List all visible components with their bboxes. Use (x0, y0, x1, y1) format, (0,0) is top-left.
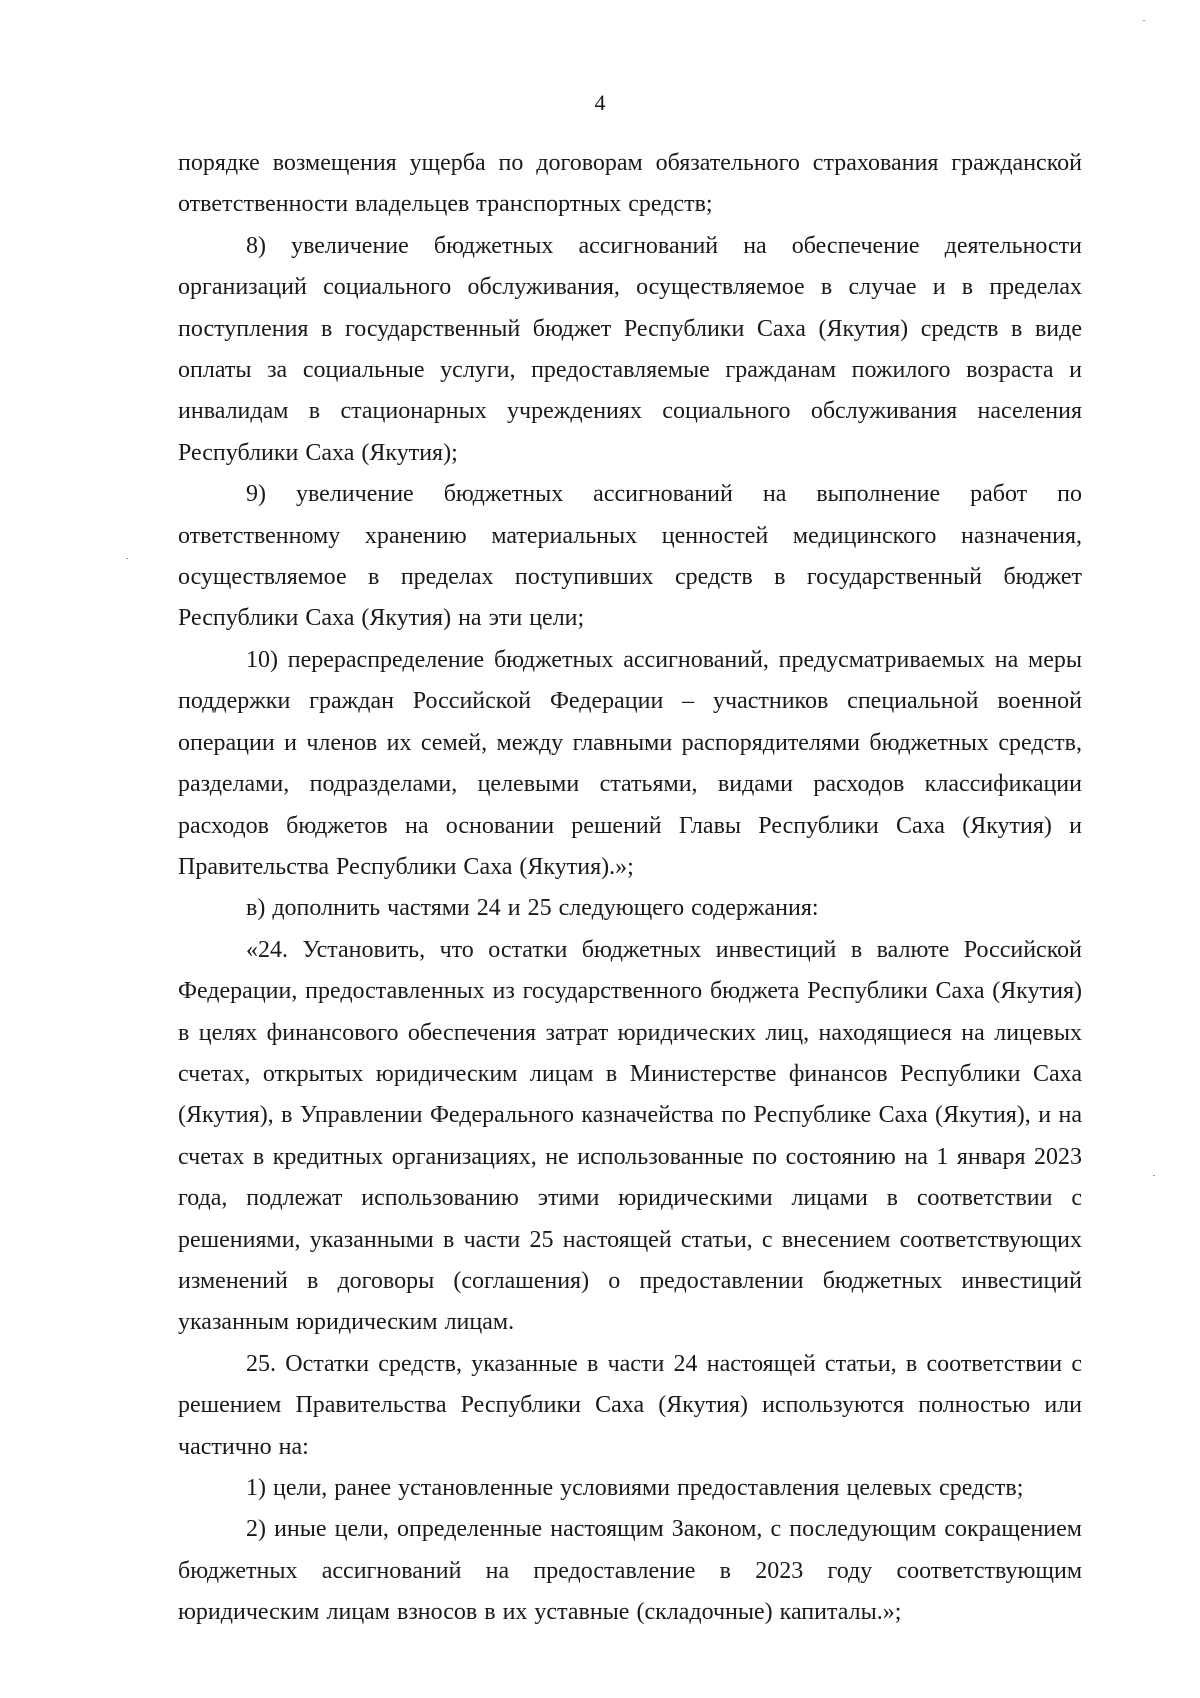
paragraph-part-25-item-1: 1) цели, ранее установленные условиями предоставления целевых средств; (246, 1475, 1024, 1501)
paragraph-part-24: «24. Установить, что остатки бюджетных инвестиций в валюте Российской Федерации, предоставленных из государственного бюджета Республики Саха (Якутия) в целях финансового обеспечения затрат юридических лиц, находящиеся на лицевых счетах, открытых юридическим лицам в Министерстве финансов Республики Саха (Якутия), в Управлении Федерального казначейства по Республике Саха (Якутия), и на счетах в кредитных организациях, не использованные по состоянию на 1 января 2023 года, подлежат использованию этими юридическими лицами в соответствии с решениями, указанными в части 25 настоящей статьи, с внесением соответствующих изменений в договоры (соглашения) о предоставлении бюджетных инвестиций указанным юридическим лицам. (178, 936, 1082, 1336)
scan-speck (126, 558, 128, 559)
paragraph-part-25-item-2: 2) иные цели, определенные настоящим Законом, с последующим сокращением бюджетных ассигнований на предоставление в 2023 году соответствующим юридическим лицам взносов в их уставные (складочные) капиталы.»; (178, 1516, 1082, 1626)
paragraph-item-9: 9) увеличение бюджетных ассигнований на выполнение работ по ответственному хранению материальных ценностей медицинского назначения, осуществляемое в пределах поступивших средств в государственный бюджет Республики Саха (Якутия) на эти цели; (178, 481, 1082, 632)
scan-speck (1153, 1175, 1155, 1176)
paragraph-part-25: 25. Остатки средств, указанные в части 24 настоящей статьи, в соответствии с решением Правительства Республики Саха (Якутия) используются полностью или частично на: (178, 1350, 1082, 1460)
document-body (178, 143, 1082, 1634)
paragraph-subitem-v: в) дополнить частями 24 и 25 следующего содержания: (246, 895, 819, 922)
scan-speck (1143, 20, 1145, 21)
paragraph-item-10: 10) перераспределение бюджетных ассигнований, предусматриваемых на меры поддержки граждан Российской Федерации – участников специальной военной операции и членов их семей, между главными распорядителями бюджетных средств, разделами, подразделами, целевыми статьями, видами расходов классификации расходов бюджетов на основании решений Главы Республики Саха (Якутия) и Правительства Республики Саха (Якутия).»; (178, 646, 1082, 880)
page-number: 4 (594, 90, 606, 115)
paragraph-item-8: 8) увеличение бюджетных ассигнований на обеспечение деятельности организаций социального обслуживания, осуществляемое в случае и в пределах поступления в государственный бюджет Республики Саха (Якутия) средств в виде оплаты за социальные услуги, предоставляемые гражданам пожилого возраста и инвалидам в стационарных учреждениях социального обслуживания населения Республики Саха (Якутия); (178, 232, 1082, 466)
paragraph-continuation: порядке возмещения ущерба по договорам обязательного страхования гражданской ответственности владельцев транспортных средств; (178, 150, 1082, 218)
